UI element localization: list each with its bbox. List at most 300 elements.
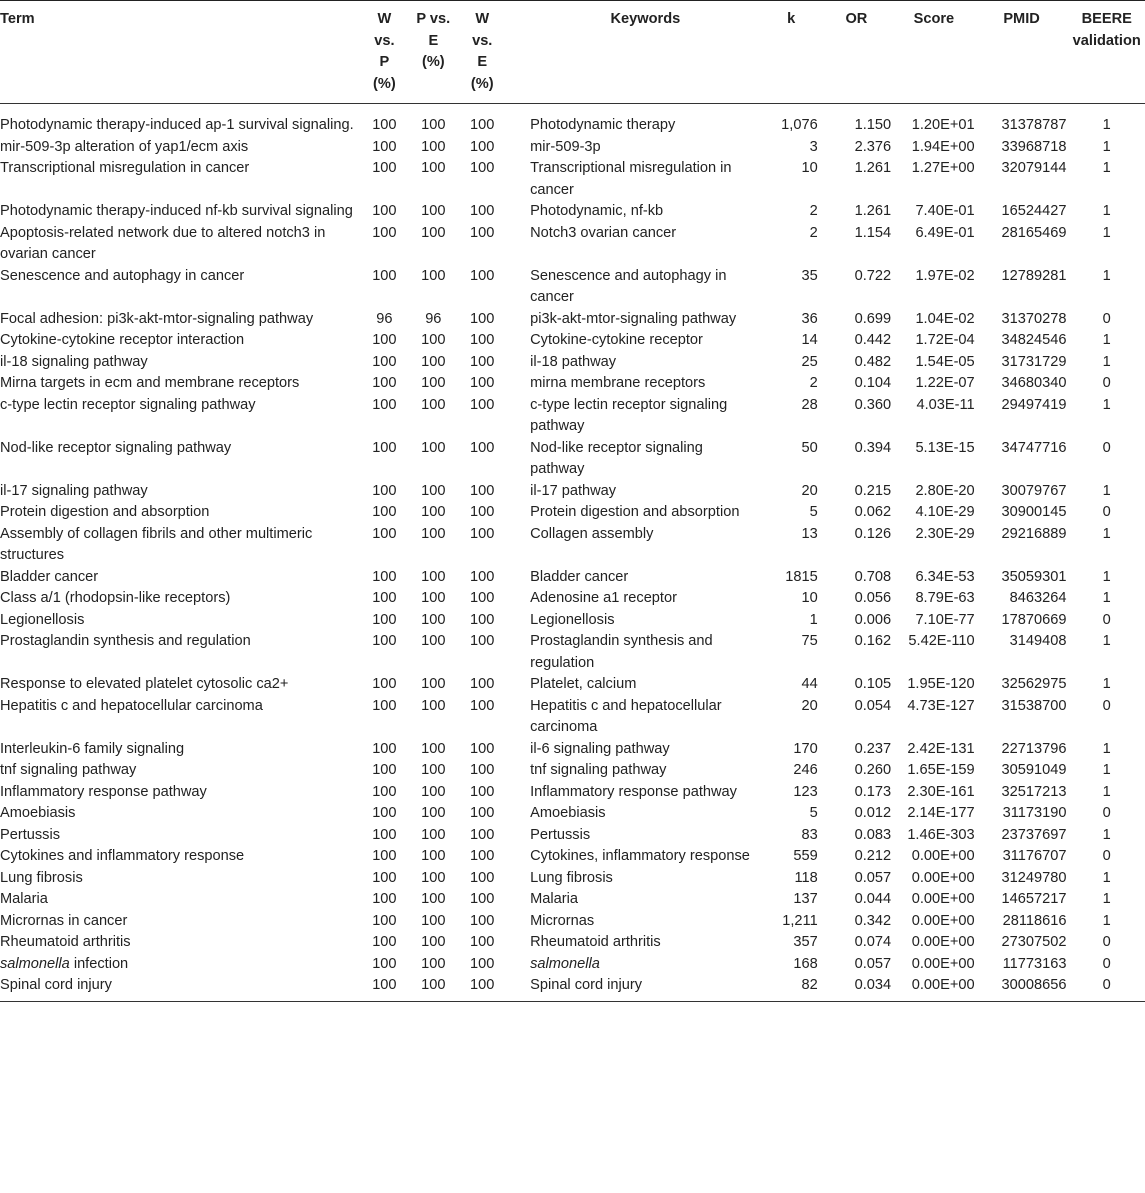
cell-or: 0.215 [854, 482, 892, 499]
cell-k: 50 [801, 439, 818, 456]
cell-keywords: mirna membrane receptors [530, 375, 706, 391]
cell-term: Bladder cancer [0, 568, 99, 585]
cell-beere-validation: 0 [1102, 504, 1111, 520]
table-row [0, 395, 1145, 438]
cell-or: 0.034 [820, 975, 893, 1001]
cell-spacer [504, 610, 528, 632]
cell-p-vs-e: 96 [425, 310, 442, 327]
table-row [0, 782, 1145, 804]
table-row [0, 481, 1145, 503]
cell-beere-validation: 0 [1102, 310, 1111, 327]
cell-k: 83 [801, 826, 818, 843]
cell-keywords: tnf signaling pathway [530, 762, 667, 778]
cell-keywords: Collagen assembly [530, 525, 654, 542]
cell-p-vs-e: 100 [406, 975, 461, 1001]
cell-or: 0.722 [854, 267, 892, 284]
cell-score: 5.13E-15 [915, 439, 975, 456]
header-beere-validation [1068, 1, 1145, 104]
table-row [0, 954, 1145, 976]
cell-term: Legionellosis [0, 611, 85, 628]
cell-w-vs-p: 100 [372, 633, 397, 649]
cell-or: 0.708 [854, 568, 892, 585]
cell-w-vs-p: 100 [372, 955, 397, 972]
cell-w-vs-p: 100 [372, 138, 397, 155]
cell-spacer [504, 373, 528, 395]
cell-pmid: 22713796 [1001, 740, 1067, 757]
cell-k: 10 [801, 160, 818, 176]
cell-term: Micrornas in cancer [0, 912, 128, 929]
cell-keywords: Prostaglandin synthesis and regulation [530, 633, 713, 671]
cell-or: 2.376 [854, 138, 892, 155]
cell-p-vs-e: 100 [421, 805, 446, 821]
cell-k: 123 [793, 783, 818, 800]
cell-term: tnf signaling pathway [0, 762, 137, 778]
cell-pmid: 31731729 [1001, 353, 1067, 370]
cell-k: 75 [801, 633, 818, 649]
cell-spacer [504, 158, 528, 201]
cell-pmid: 17870669 [1001, 611, 1067, 628]
cell-score: 0.00E+00 [911, 955, 975, 972]
cell-keywords: Adenosine a1 receptor [530, 590, 677, 606]
cell-k: 168 [793, 955, 818, 972]
cell-w-vs-p: 100 [372, 525, 397, 542]
cell-term: Protein digestion and absorption [0, 504, 210, 520]
cell-keywords: Inflammatory response pathway [530, 783, 737, 800]
cell-spacer [504, 846, 528, 868]
cell-beere-validation: 0 [1102, 697, 1111, 714]
cell-or: 0.162 [854, 633, 892, 649]
cell-or: 0.054 [854, 697, 892, 714]
cell-term: Nod-like receptor signaling pathway [0, 439, 232, 456]
cell-keywords: il-17 pathway [530, 482, 617, 499]
cell-or: 0.360 [854, 396, 892, 413]
cell-w-vs-p: 100 [372, 912, 397, 929]
cell-or: 1.154 [854, 224, 892, 241]
cell-p-vs-e: 100 [421, 697, 446, 714]
cell-pmid: 28118616 [1002, 912, 1067, 929]
cell-beere-validation: 1 [1102, 203, 1111, 219]
table-row [0, 330, 1145, 352]
cell-term: Senescence and autophagy in cancer [0, 267, 245, 284]
table-row [0, 201, 1145, 223]
cell-k: 14 [801, 332, 818, 348]
cell-p-vs-e: 100 [421, 138, 446, 155]
cell-w-vs-e: 100 [470, 224, 495, 241]
cell-w-vs-e: 100 [470, 676, 495, 692]
cell-w-vs-e: 100 [470, 633, 495, 649]
cell-w-vs-e: 100 [470, 912, 495, 929]
cell-term-italic: salmonella [0, 955, 70, 972]
cell-keywords: Cytokine-cytokine receptor [530, 332, 703, 348]
cell-p-vs-e: 100 [421, 826, 446, 843]
cell-pmid: 31538700 [1001, 697, 1067, 714]
cell-w-vs-p: 100 [372, 203, 397, 219]
cell-score: 1.22E-07 [915, 375, 975, 391]
cell-w-vs-p: 100 [372, 224, 397, 241]
cell-pmid: 31249780 [1001, 869, 1067, 886]
cell-term-rest: infection [69, 955, 129, 972]
cell-score: 5.42E-110 [908, 633, 975, 649]
cell-term: Malaria [0, 891, 48, 907]
cell-term: Amoebiasis [0, 805, 76, 821]
table-body [0, 104, 1145, 1002]
cell-w-vs-e: 100 [470, 783, 495, 800]
header-w-vs-e-line: E [477, 54, 488, 70]
cell-pmid: 8463264 [1009, 590, 1067, 606]
cell-w-vs-p: 100 [372, 762, 397, 778]
cell-score: 4.10E-29 [915, 504, 975, 520]
cell-w-vs-p: 100 [372, 697, 397, 714]
table-row [0, 975, 1145, 1001]
cell-keywords: Micrornas [530, 912, 595, 929]
header-beere-line: validation [1072, 32, 1141, 49]
cell-w-vs-e: 100 [461, 975, 504, 1001]
cell-score: 1.27E+00 [911, 160, 975, 176]
cell-pmid: 34680340 [1001, 375, 1067, 391]
cell-p-vs-e: 100 [421, 740, 446, 757]
cell-w-vs-e: 100 [470, 138, 495, 155]
cell-pmid: 29216889 [1001, 525, 1067, 542]
cell-spacer [504, 696, 528, 739]
cell-keywords: Spinal cord injury [528, 975, 763, 1001]
cell-beere-validation: 1 [1102, 633, 1111, 649]
cell-spacer [504, 631, 528, 674]
cell-pmid: 3149408 [1009, 633, 1067, 649]
cell-pmid: 33968718 [1001, 138, 1067, 155]
cell-or: 0.083 [854, 826, 892, 843]
cell-pmid: 31176707 [1002, 848, 1067, 864]
cell-or: 0.260 [854, 762, 892, 778]
cell-score: 2.80E-20 [915, 482, 975, 499]
cell-p-vs-e: 100 [421, 332, 446, 348]
cell-or: 1.150 [854, 117, 892, 133]
cell-w-vs-p: 100 [372, 504, 397, 520]
cell-spacer [504, 438, 528, 481]
cell-k: 246 [793, 762, 818, 778]
cell-keywords: pi3k-akt-mtor-signaling pathway [530, 310, 737, 327]
table-row [0, 502, 1145, 524]
cell-score: 7.40E-01 [915, 203, 975, 219]
cell-p-vs-e: 100 [421, 783, 446, 800]
cell-w-vs-e: 100 [470, 117, 495, 133]
cell-k: 357 [793, 934, 818, 950]
cell-w-vs-e: 100 [470, 762, 495, 778]
cell-or: 0.212 [854, 848, 892, 864]
cell-w-vs-e: 100 [470, 353, 495, 370]
cell-term: Lung fibrosis [0, 869, 83, 886]
cell-keywords: Pertussis [530, 826, 591, 843]
cell-p-vs-e: 100 [421, 762, 446, 778]
cell-spacer [504, 104, 528, 137]
cell-beere-validation: 1 [1102, 525, 1111, 542]
cell-spacer [504, 201, 528, 223]
cell-or: 0.056 [854, 590, 892, 606]
table-row [0, 223, 1145, 266]
cell-pmid: 32517213 [1001, 783, 1067, 800]
cell-beere-validation: 1 [1102, 740, 1111, 757]
cell-or: 0.012 [854, 805, 892, 821]
table-row [0, 674, 1145, 696]
header-term: Term [0, 1, 363, 104]
cell-k: 36 [801, 310, 818, 327]
cell-k: 35 [801, 267, 818, 284]
cell-score: 1.46E-303 [907, 826, 975, 843]
table-row [0, 825, 1145, 847]
cell-term [0, 954, 363, 976]
cell-beere-validation: 1 [1102, 138, 1111, 155]
header-score: Score [893, 1, 975, 104]
cell-spacer [504, 223, 528, 266]
cell-term: Rheumatoid arthritis [0, 934, 131, 950]
table-row [0, 438, 1145, 481]
cell-keywords: Senescence and autophagy in cancer [530, 267, 727, 305]
cell-beere-validation: 1 [1102, 762, 1111, 778]
cell-w-vs-p: 100 [372, 353, 397, 370]
cell-pmid: 34747716 [1001, 439, 1067, 456]
cell-beere-validation: 1 [1102, 396, 1111, 413]
cell-keywords: Photodynamic, nf-kb [530, 203, 664, 219]
cell-beere-validation: 1 [1102, 224, 1111, 241]
cell-pmid: 30079767 [1001, 482, 1067, 499]
table-row [0, 567, 1145, 589]
cell-pmid: 31378787 [1001, 117, 1067, 133]
header-w-vs-p [363, 1, 406, 104]
cell-w-vs-e: 100 [470, 740, 495, 757]
cell-term: Hepatitis c and hepatocellular carcinoma [0, 697, 263, 714]
table-row [0, 631, 1145, 674]
cell-keywords: Cytokines, inflammatory response [530, 848, 750, 864]
cell-spacer [504, 481, 528, 503]
cell-or: 0.342 [854, 912, 892, 929]
cell-k: 82 [763, 975, 820, 1001]
header-k: k [763, 1, 820, 104]
cell-spacer [504, 309, 528, 331]
cell-spacer [504, 932, 528, 954]
cell-pmid: 11773163 [1002, 955, 1067, 972]
cell-beere-validation: 1 [1102, 676, 1111, 692]
header-pmid: PMID [975, 1, 1069, 104]
cell-p-vs-e: 100 [421, 375, 446, 391]
table-row [0, 610, 1145, 632]
cell-score: 6.49E-01 [915, 224, 975, 241]
cell-w-vs-p: 100 [372, 783, 397, 800]
cell-beere-validation: 1 [1102, 590, 1111, 606]
cell-score: 1.04E-02 [915, 310, 975, 327]
cell-w-vs-p: 100 [372, 439, 397, 456]
cell-spacer [504, 330, 528, 352]
cell-w-vs-e: 100 [470, 482, 495, 499]
cell-keywords: Transcriptional misregulation in cancer [530, 160, 732, 198]
cell-pmid: 32562975 [1001, 676, 1067, 692]
cell-score: 0.00E+00 [911, 869, 975, 886]
cell-keywords-italic: salmonella [530, 955, 600, 972]
cell-term: Prostaglandin synthesis and regulation [0, 633, 251, 649]
cell-keywords: mir-509-3p [530, 138, 601, 155]
cell-score: 2.30E-29 [915, 525, 975, 542]
cell-spacer [504, 803, 528, 825]
cell-w-vs-e: 100 [470, 848, 495, 864]
cell-w-vs-e: 100 [470, 332, 495, 348]
header-p-vs-e-line: E [428, 32, 439, 49]
cell-k: 10 [801, 590, 818, 606]
cell-w-vs-e: 100 [470, 396, 495, 413]
cell-keywords: Bladder cancer [530, 568, 629, 585]
cell-p-vs-e: 100 [421, 568, 446, 585]
cell-spacer [504, 137, 528, 159]
header-w-vs-e-line: (%) [470, 75, 494, 92]
cell-pmid: 27307502 [1001, 934, 1067, 950]
cell-spacer [504, 739, 528, 761]
cell-w-vs-e: 100 [470, 805, 495, 821]
cell-spacer [504, 588, 528, 610]
cell-w-vs-p: 100 [372, 590, 397, 606]
table-row [0, 846, 1145, 868]
cell-k: 559 [793, 848, 818, 864]
cell-p-vs-e: 100 [421, 267, 446, 284]
header-spacer [504, 1, 528, 104]
cell-p-vs-e: 100 [421, 869, 446, 886]
cell-k: 170 [793, 740, 818, 757]
cell-spacer [504, 524, 528, 567]
cell-w-vs-e: 100 [470, 310, 495, 327]
header-or: OR [820, 1, 893, 104]
cell-p-vs-e: 100 [421, 160, 446, 176]
header-keywords: Keywords [528, 1, 763, 104]
cell-pmid: 35059301 [1001, 568, 1067, 585]
cell-score: 0.00E+00 [911, 912, 975, 929]
cell-w-vs-p: 100 [372, 676, 397, 692]
cell-spacer [504, 502, 528, 524]
cell-or: 1.261 [854, 160, 892, 176]
cell-score: 6.34E-53 [915, 568, 975, 585]
cell-beere-validation: 0 [1102, 375, 1111, 391]
cell-beere-validation: 0 [1102, 955, 1111, 972]
cell-spacer [504, 889, 528, 911]
header-row [0, 1, 1145, 104]
cell-beere-validation: 1 [1102, 353, 1111, 370]
cell-p-vs-e: 100 [421, 912, 446, 929]
cell-p-vs-e: 100 [421, 203, 446, 219]
cell-score: 2.42E-131 [907, 740, 975, 757]
cell-pmid: 31173190 [1002, 805, 1067, 821]
cell-or: 0.394 [854, 439, 892, 456]
cell-or: 0.057 [854, 955, 892, 972]
cell-term: Photodynamic therapy-induced nf-kb survival signaling [0, 203, 353, 219]
cell-p-vs-e: 100 [421, 633, 446, 649]
cell-beere-validation: 0 [1102, 805, 1111, 821]
cell-p-vs-e: 100 [421, 224, 446, 241]
cell-term: c-type lectin receptor signaling pathway [0, 396, 256, 413]
cell-or: 0.126 [854, 525, 892, 542]
cell-term: Response to elevated platelet cytosolic ca2+ [0, 676, 289, 692]
cell-w-vs-e: 100 [470, 375, 495, 391]
cell-spacer [504, 911, 528, 933]
cell-score: 2.14E-177 [907, 805, 975, 821]
header-w-vs-e-line: vs. [472, 32, 493, 49]
table-row [0, 803, 1145, 825]
cell-beere-validation: 1 [1102, 267, 1111, 284]
cell-k: 2 [809, 224, 818, 241]
cell-score: 0.00E+00 [911, 891, 975, 907]
cell-or: 0.062 [854, 504, 892, 520]
cell-or: 0.105 [854, 676, 892, 692]
table-row [0, 352, 1145, 374]
cell-keywords: Legionellosis [530, 611, 615, 628]
table-row [0, 104, 1145, 137]
table-row [0, 696, 1145, 739]
cell-w-vs-e: 100 [470, 525, 495, 542]
cell-beere-validation: 1 [1102, 783, 1111, 800]
cell-pmid: 16524427 [1001, 203, 1067, 219]
cell-score: 1.95E-120 [907, 676, 975, 692]
cell-w-vs-e: 100 [470, 160, 495, 176]
cell-score: 1.54E-05 [915, 353, 975, 370]
cell-pmid: 30591049 [1001, 762, 1067, 778]
cell-p-vs-e: 100 [421, 955, 446, 972]
cell-term: Assembly of collagen fibrils and other multimeric structures [0, 525, 313, 563]
cell-keywords: Photodynamic therapy [530, 117, 676, 133]
cell-keywords: Lung fibrosis [530, 869, 613, 886]
cell-w-vs-p: 100 [372, 740, 397, 757]
cell-score: 0.00E+00 [911, 934, 975, 950]
cell-spacer [504, 825, 528, 847]
header-p-vs-e-line: P vs. [416, 11, 451, 27]
cell-k: 5 [809, 805, 818, 821]
table-row [0, 524, 1145, 567]
cell-or: 0.482 [854, 353, 892, 370]
cell-spacer [504, 674, 528, 696]
cell-w-vs-e: 100 [470, 267, 495, 284]
cell-p-vs-e: 100 [421, 353, 446, 370]
cell-or: 0.006 [854, 611, 892, 628]
cell-beere-validation: 0 [1102, 439, 1111, 456]
cell-score: 8.79E-63 [915, 590, 975, 606]
cell-k: 5 [809, 504, 818, 520]
cell-term: mir-509-3p alteration of yap1/ecm axis [0, 138, 249, 155]
cell-score: 2.30E-161 [907, 783, 975, 800]
cell-pmid: 14657217 [1001, 891, 1067, 907]
cell-beere-validation: 1 [1102, 826, 1111, 843]
cell-term: Pertussis [0, 826, 61, 843]
cell-w-vs-p: 100 [372, 611, 397, 628]
cell-w-vs-p: 100 [372, 482, 397, 499]
cell-score: 1.94E+00 [911, 138, 975, 155]
cell-p-vs-e: 100 [421, 504, 446, 520]
cell-p-vs-e: 100 [421, 848, 446, 864]
cell-spacer [504, 782, 528, 804]
cell-pmid: 29497419 [1001, 396, 1067, 413]
cell-beere-validation: 1 [1102, 160, 1111, 176]
cell-w-vs-e: 100 [470, 934, 495, 950]
cell-beere-validation: 1 [1102, 912, 1111, 929]
cell-w-vs-p: 100 [372, 848, 397, 864]
table-row [0, 932, 1145, 954]
header-w-vs-p-line: (%) [373, 75, 396, 92]
cell-or: 0.057 [854, 869, 892, 886]
cell-p-vs-e: 100 [421, 117, 446, 133]
cell-w-vs-p: 100 [372, 805, 397, 821]
header-w-vs-p-line: P [379, 54, 390, 70]
cell-or: 0.044 [854, 891, 892, 907]
cell-or: 1.261 [854, 203, 892, 219]
cell-keywords: Notch3 ovarian cancer [530, 224, 677, 241]
cell-w-vs-p: 100 [372, 869, 397, 886]
cell-k: 2 [809, 375, 818, 391]
table-row [0, 158, 1145, 201]
cell-keywords: Rheumatoid arthritis [530, 934, 661, 950]
cell-p-vs-e: 100 [421, 934, 446, 950]
table-row [0, 588, 1145, 610]
